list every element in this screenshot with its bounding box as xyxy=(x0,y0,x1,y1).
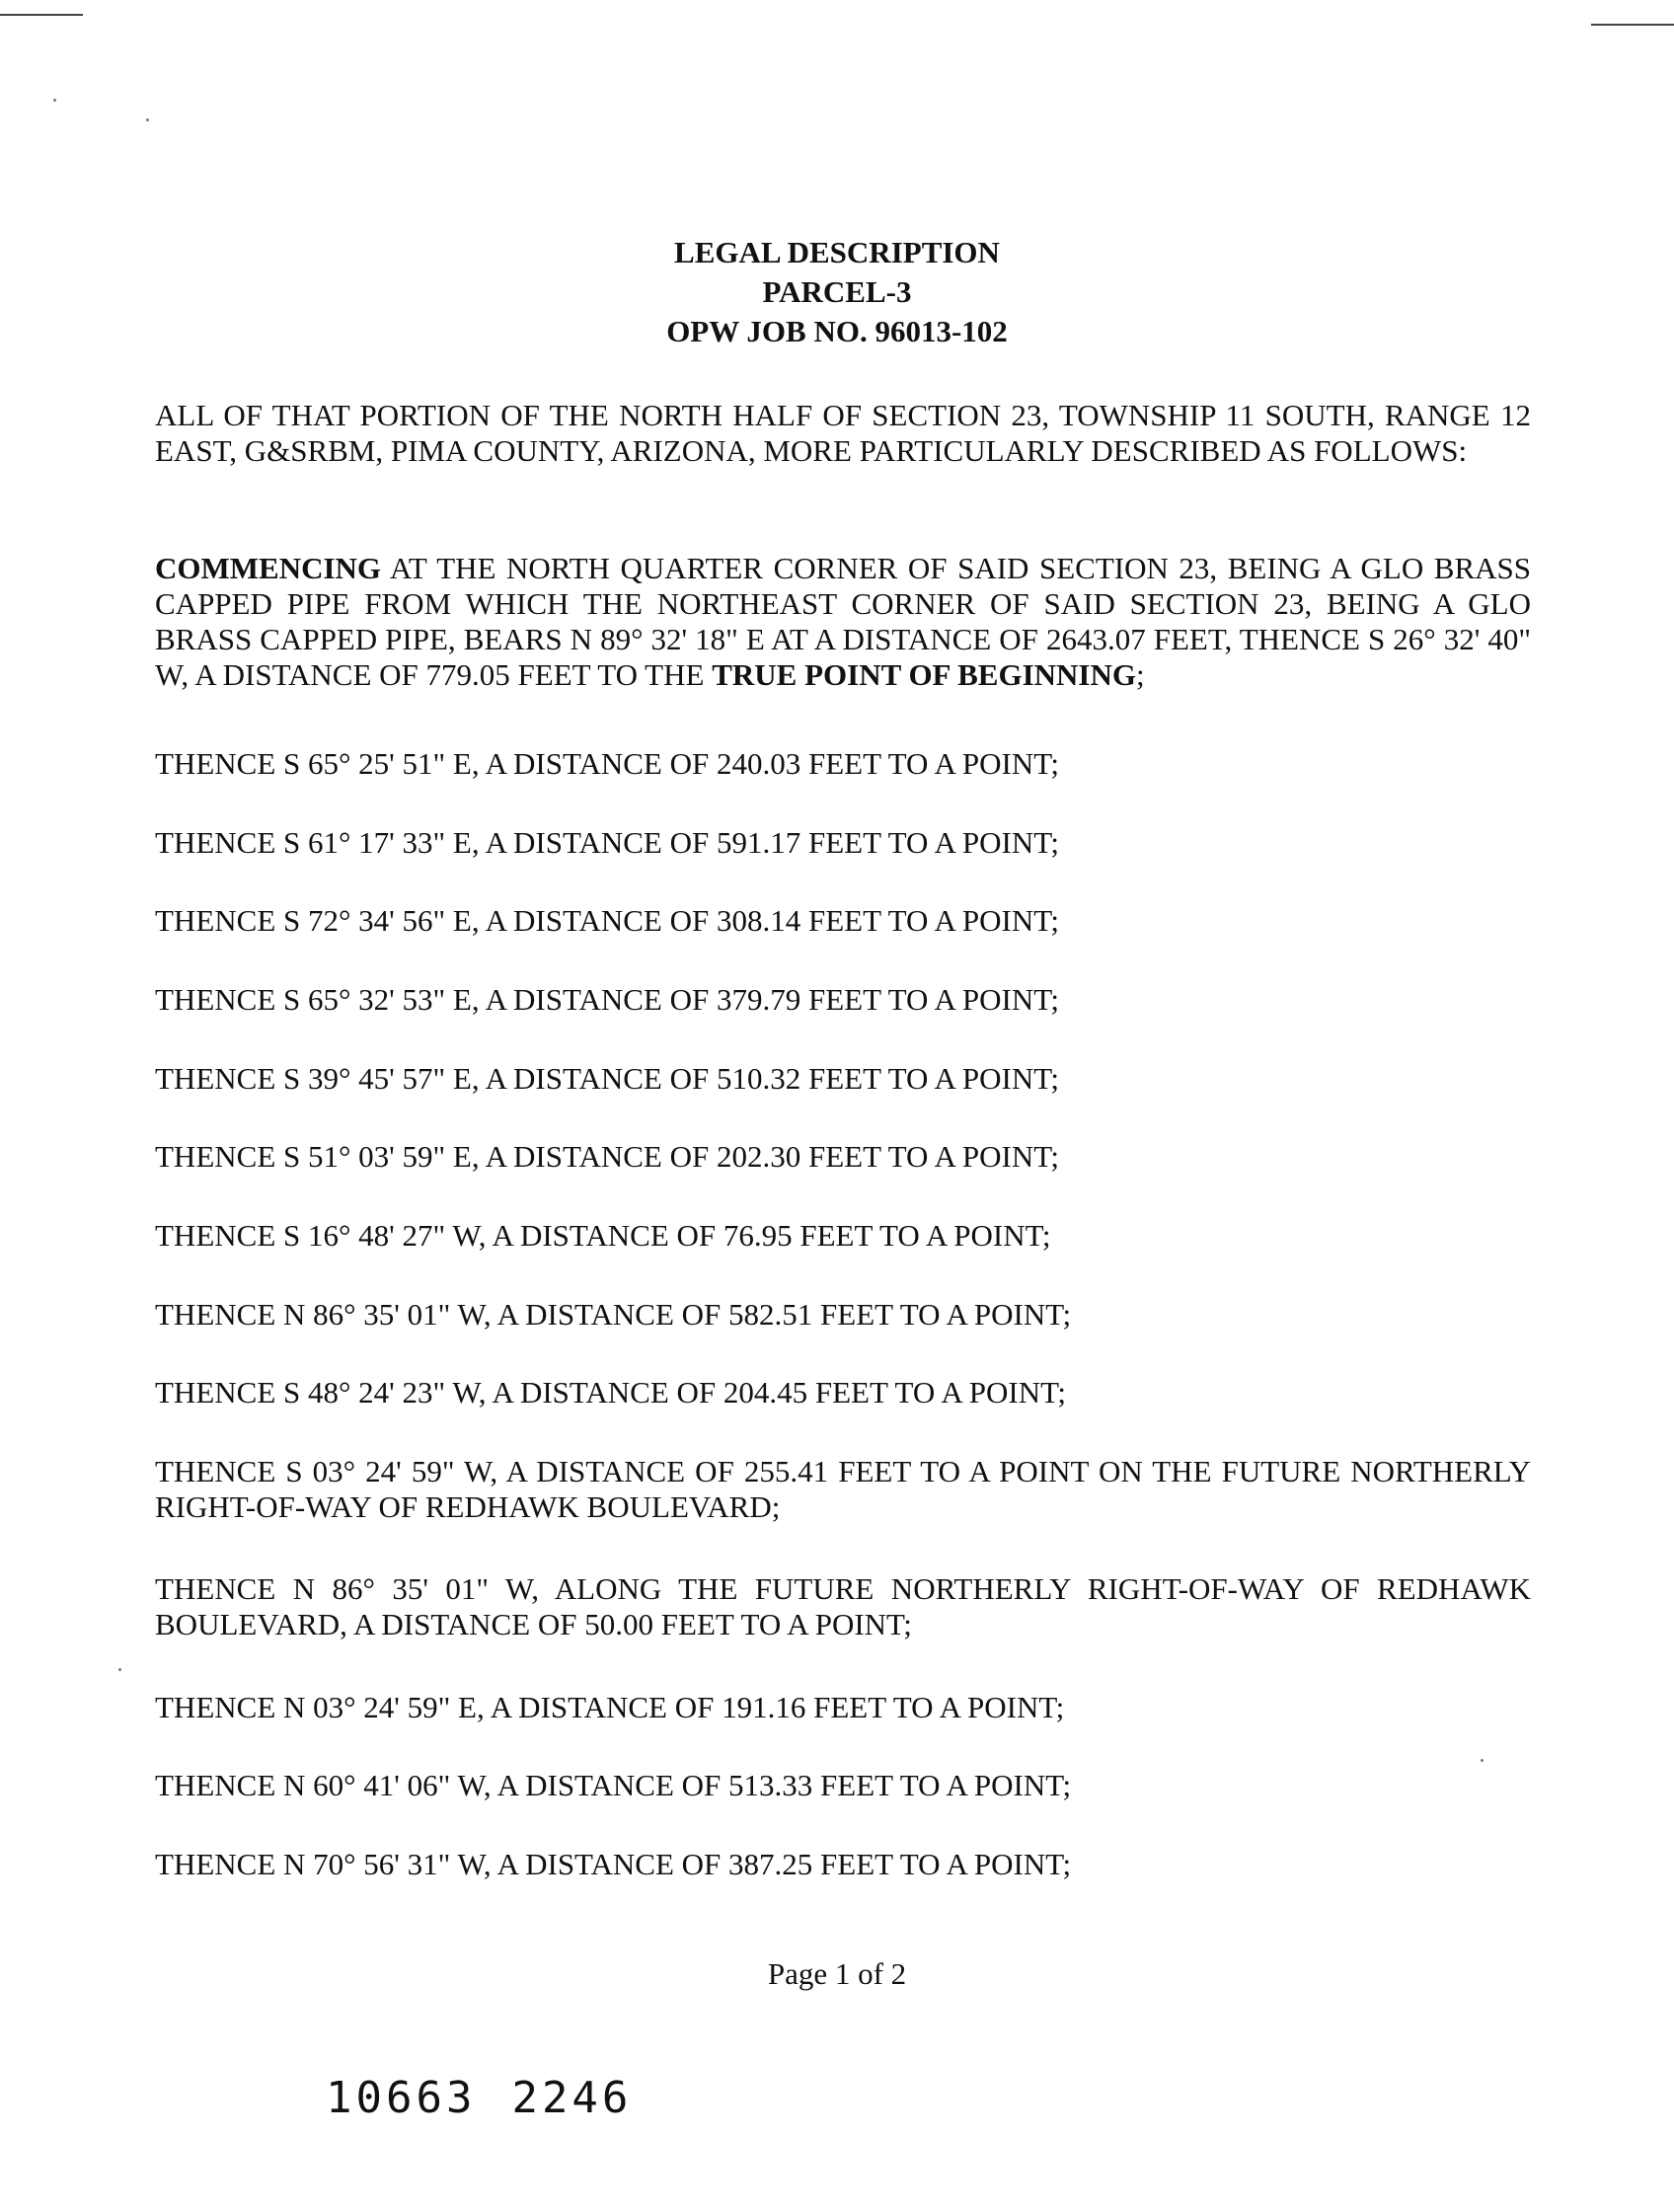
commencing-text: AT THE NORTH QUARTER CORNER OF SAID SECTION 23, BEING A GLO BRASS CAPPED PIPE FROM WHICH THE NORTHEAST CORNER OF SAID SECTION 23, BEING A GLO BRASS CAPPED PIPE, BEARS N 89° 32' 18" E AT A DISTANCE OF 2643.07 FEET, THENCE S 26° 32' 40" W, A DISTANCE OF 779.05 FEET TO THE xyxy=(155,551,1531,692)
course-3: THENCE S 72° 34' 56" E, A DISTANCE OF 308.14 FEET TO A POINT; xyxy=(155,903,1060,938)
recording-book: 10663 xyxy=(326,2073,477,2123)
scan-edge-mark-left xyxy=(0,14,83,16)
page-number: Page 1 of 2 xyxy=(767,1956,907,1991)
course-11: THENCE N 86° 35' 01" W, ALONG THE FUTURE NORTHERLY RIGHT-OF-WAY OF REDHAWK BOULEVARD, A DISTANCE OF 50.00 FEET TO A POINT; xyxy=(155,1571,1531,1641)
course-9: THENCE S 48° 24' 23" W, A DISTANCE OF 204.45 FEET TO A POINT; xyxy=(155,1375,1066,1410)
scan-speck xyxy=(1481,1759,1484,1762)
scan-speck xyxy=(146,118,149,121)
course-5: THENCE S 39° 45' 57" E, A DISTANCE OF 510.32 FEET TO A POINT; xyxy=(155,1061,1060,1096)
header-job-number: OPW JOB NO. 96013-102 xyxy=(666,314,1008,348)
true-point-of-beginning: TRUE POINT OF BEGINNING xyxy=(712,657,1136,692)
course-7: THENCE S 16° 48' 27" W, A DISTANCE OF 76.95 FEET TO A POINT; xyxy=(155,1218,1051,1253)
commencing-lead: COMMENCING xyxy=(155,551,382,585)
course-10: THENCE S 03° 24' 59" W, A DISTANCE OF 255.41 FEET TO A POINT ON THE FUTURE NORTHERLY RIGHT-OF-WAY OF REDHAWK BOULEVARD; xyxy=(155,1454,1531,1524)
scan-speck xyxy=(53,99,56,102)
commencing-paragraph xyxy=(155,551,1531,693)
course-8: THENCE N 86° 35' 01" W, A DISTANCE OF 582.51 FEET TO A POINT; xyxy=(155,1297,1072,1332)
commencing-tail: ; xyxy=(1135,657,1145,692)
course-6: THENCE S 51° 03' 59" E, A DISTANCE OF 202.30 FEET TO A POINT; xyxy=(155,1139,1060,1174)
intro-paragraph: ALL OF THAT PORTION OF THE NORTH HALF OF SECTION 23, TOWNSHIP 11 SOUTH, RANGE 12 EAST, G&SRBM, PIMA COUNTY, ARIZONA, MORE PARTICULARLY DESCRIBED AS FOLLOWS: xyxy=(155,398,1531,468)
document-header xyxy=(0,233,1674,351)
course-1: THENCE S 65° 25' 51" E, A DISTANCE OF 240.03 FEET TO A POINT; xyxy=(155,746,1060,781)
course-14: THENCE N 70° 56' 31" W, A DISTANCE OF 387.25 FEET TO A POINT; xyxy=(155,1847,1072,1881)
scan-edge-mark-right xyxy=(1591,24,1674,26)
course-2: THENCE S 61° 17' 33" E, A DISTANCE OF 591.17 FEET TO A POINT; xyxy=(155,825,1060,860)
header-title: LEGAL DESCRIPTION xyxy=(674,235,1000,269)
course-12: THENCE N 03° 24' 59" E, A DISTANCE OF 191.16 FEET TO A POINT; xyxy=(155,1690,1065,1724)
course-4: THENCE S 65° 32' 53" E, A DISTANCE OF 379.79 FEET TO A POINT; xyxy=(155,982,1060,1017)
header-parcel: PARCEL-3 xyxy=(762,274,912,309)
recording-page: 2246 xyxy=(511,2073,633,2123)
recording-stamp xyxy=(326,2073,667,2123)
scan-speck xyxy=(118,1668,121,1671)
course-13: THENCE N 60° 41' 06" W, A DISTANCE OF 513.33 FEET TO A POINT; xyxy=(155,1768,1072,1802)
